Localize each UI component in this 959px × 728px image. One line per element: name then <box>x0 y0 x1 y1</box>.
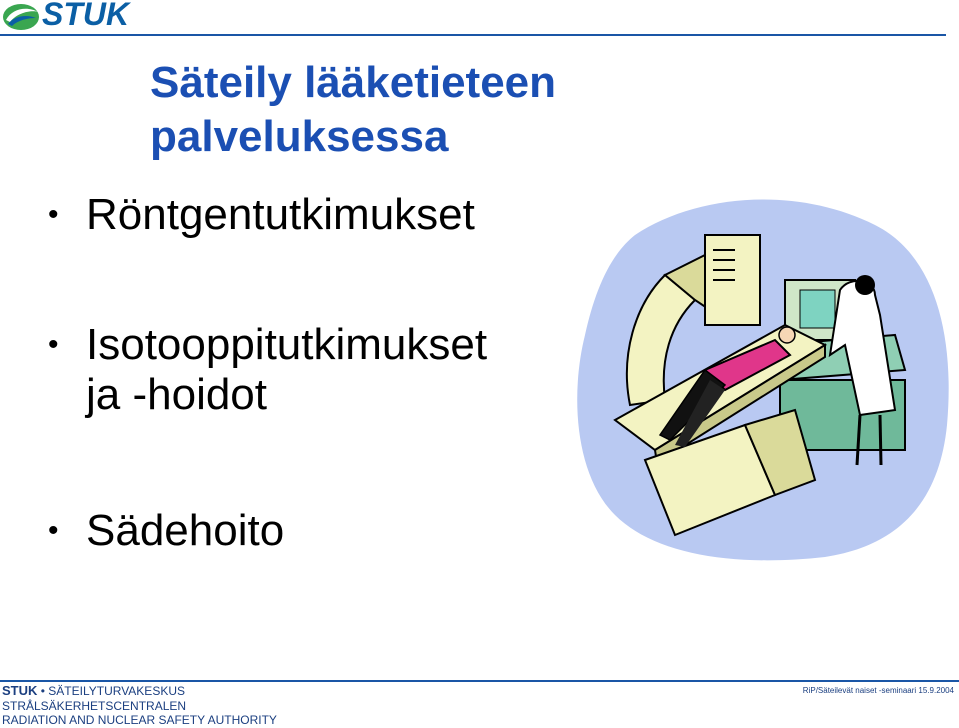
page-title <box>150 56 710 164</box>
footer-org-en: RADIATION AND NUCLEAR SAFETY AUTHORITY <box>2 713 277 727</box>
footer-stuk: STUK <box>2 683 38 698</box>
xray-examination-clipart <box>575 195 953 565</box>
stuk-logo-icon <box>2 2 42 32</box>
logo-text: STUK <box>42 0 130 32</box>
bullet-dot: • <box>48 328 59 361</box>
top-rule <box>0 34 946 36</box>
title-line-1: Säteily lääketieteen <box>150 58 557 107</box>
bullet-text: Röntgentutkimukset <box>86 190 475 239</box>
footer-org-fi: SÄTEILYTURVAKESKUS <box>48 684 185 698</box>
bullet-text-line-2: ja -hoidot <box>86 370 268 419</box>
footer-line-1 <box>2 684 277 699</box>
footer-event-info: RiP/Säteilevät naiset -seminaari 15.9.2004 <box>802 686 954 695</box>
bottom-rule <box>0 680 959 682</box>
bullet-text: Sädehoito <box>86 506 285 555</box>
stuk-logo <box>2 0 132 34</box>
bullet-dot: • <box>48 514 59 547</box>
footer-separator: • <box>40 684 45 698</box>
footer-organization <box>2 684 277 728</box>
bullet-dot: • <box>48 198 59 231</box>
footer-org-sv: STRÅLSÄKERHETSCENTRALEN <box>2 698 187 713</box>
bullet-text <box>86 320 487 420</box>
bullet-text-line-1: Isotooppitutkimukset <box>86 320 488 369</box>
title-line-2: palveluksessa <box>150 112 449 161</box>
